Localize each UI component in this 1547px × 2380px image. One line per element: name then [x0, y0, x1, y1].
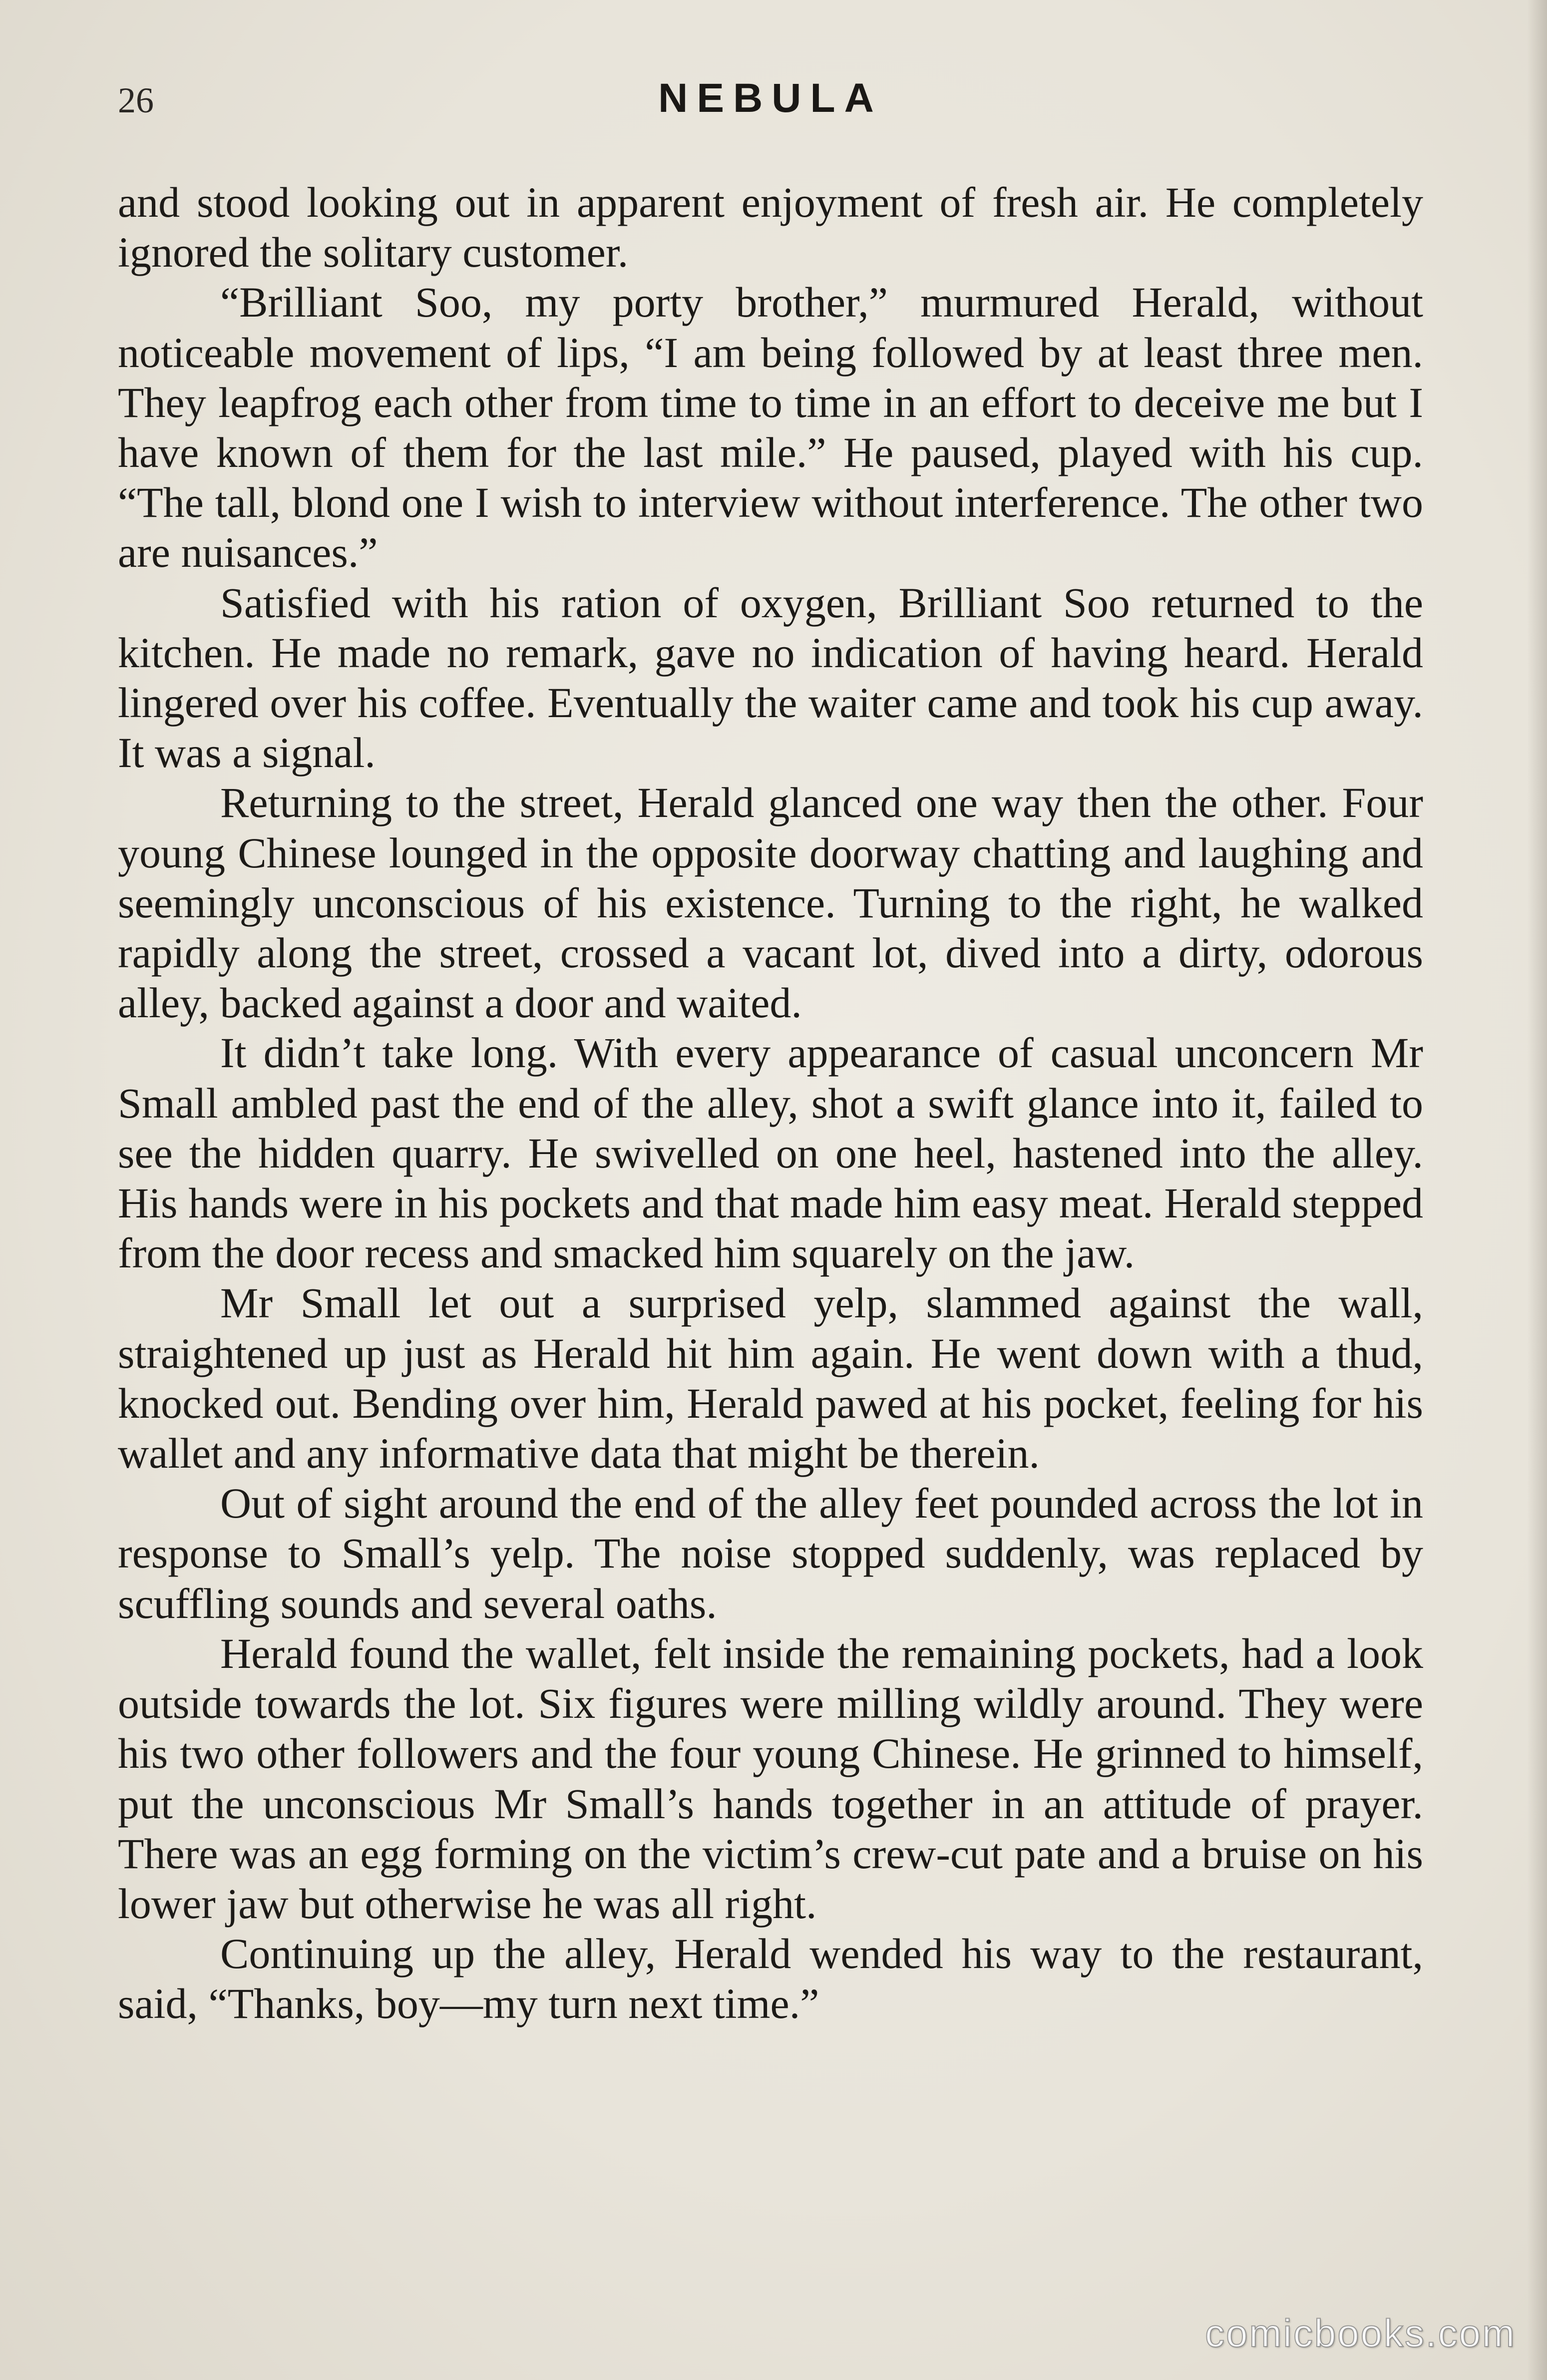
- paragraph-1: and stood looking out in apparent enjoyment of fresh air. He completely ignored the solitary customer.: [118, 178, 1423, 277]
- paragraph-5: It didn’t take long. With every appearance of casual unconcern Mr Small ambled past the end of the alley, shot a swift glance into it, failed to see the hidden quarry. He swivelled on one heel, hastened into the alley. His hands were in his pockets and that made him easy meat. Herald stepped from the door recess and smacked him squarely on the jaw.: [118, 1029, 1423, 1277]
- paragraph-2: “Brilliant Soo, my porty brother,” murmured Herald, without noticeable movement of lips, “I am being followed by at least three men. They leapfrog each other from time to time in an effort to deceive me but I have known of them for the last mile.” He paused, played with his cup. “The tall, blond one I wish to interview without interference. The other two are nuisances.”: [118, 278, 1423, 577]
- paragraph-6: Mr Small let out a surprised yelp, slammed against the wall, straightened up just as Herald hit him again. He went down with a thud, knocked out. Bending over him, Herald pawed at his pocket, feeling for his wallet and any informative data that might be therein.: [118, 1279, 1423, 1478]
- paragraph-4: Returning to the street, Herald glanced one way then the other. Four young Chinese lounged in the opposite doorway chatting and laughing and seemingly unconscious of his existence. Turning to the right, he walked rapidly along the street, crossed a vacant lot, dived into a dirty, odorous alley, backed against a door and waited.: [118, 779, 1423, 1027]
- watermark: comicbooks.com: [1205, 2311, 1516, 2355]
- page-header: [118, 75, 1423, 130]
- page-number: 26: [118, 80, 154, 120]
- paragraph-3: Satisfied with his ration of oxygen, Brilliant Soo returned to the kitchen. He made no remark, gave no indication of having heard. Herald lingered over his coffee. Eventually the waiter came and took his cup away. It was a signal.: [118, 578, 1423, 777]
- running-title: NEBULA: [658, 75, 883, 121]
- paragraph-8: Herald found the wallet, felt inside the remaining pockets, had a look outside towards the lot. Six figures were milling wildly around. They were his two other followers and the four young Chinese. He grinned to himself, put the unconscious Mr Small’s hands together in an attitude of prayer. There was an egg forming on the victim’s crew-cut pate and a bruise on his lower jaw but otherwise he was all right.: [118, 1629, 1423, 1928]
- page-edge-shadow: [1527, 0, 1547, 2380]
- paragraph-9: Continuing up the alley, Herald wended his way to the restaurant, said, “Thanks, boy—my turn next time.”: [118, 1930, 1423, 2028]
- paragraph-7: Out of sight around the end of the alley feet pounded across the lot in response to Small’s yelp. The noise stopped suddenly, was replaced by scuffling sounds and several oaths.: [118, 1479, 1423, 1627]
- body-text: [118, 177, 1423, 2029]
